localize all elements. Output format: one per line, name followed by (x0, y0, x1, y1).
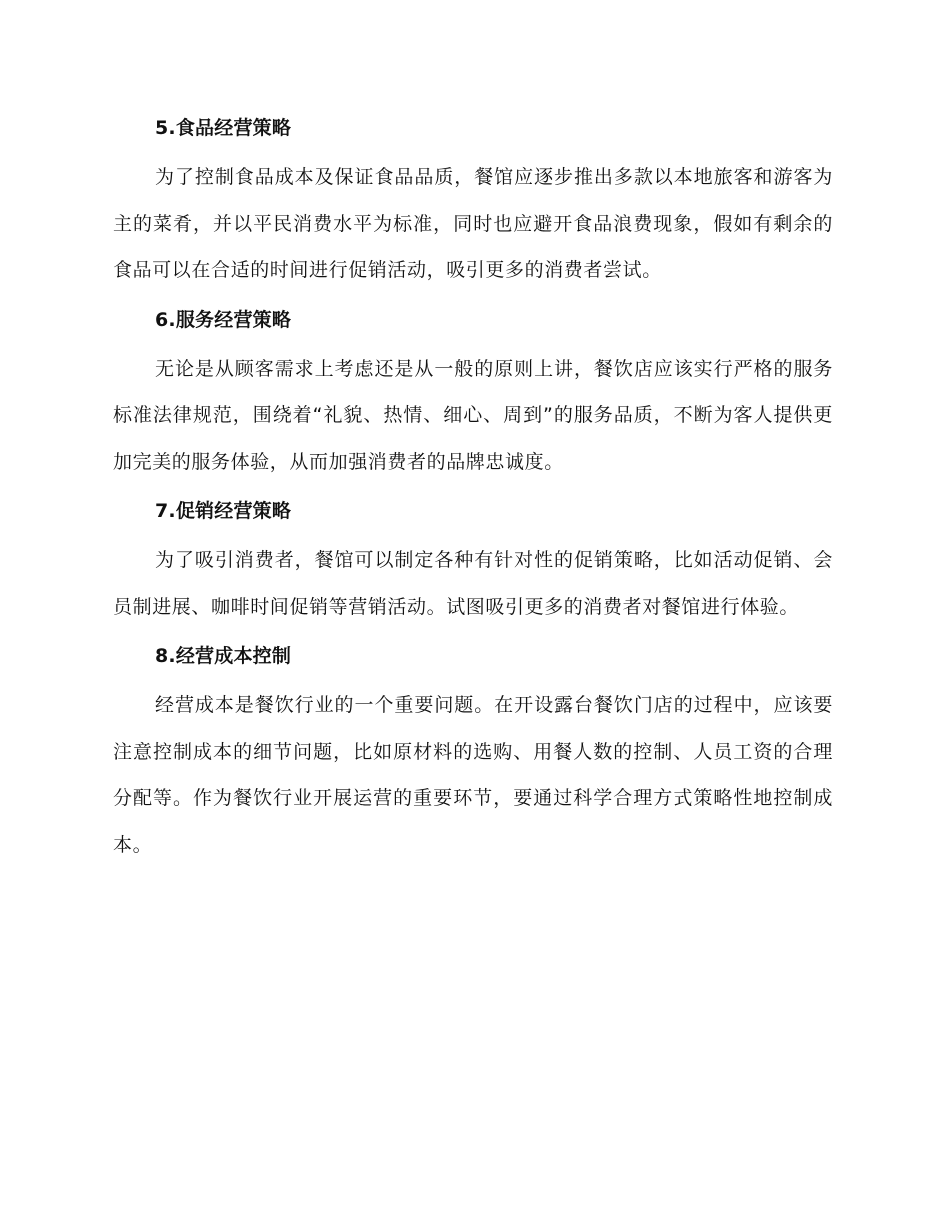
section-paragraph: 无论是从顾客需求上考虑还是从一般的原则上讲，餐饮店应该实行严格的服务标准法律规范，围绕着“礼貌、热情、细心、周到”的服务品质，不断为客人提供更加完美的服务体验，从而加强消费者的品牌忠诚度。 (113, 357, 833, 473)
section-paragraph: 为了控制食品成本及保证食品品质，餐馆应逐步推出多款以本地旅客和游客为主的菜肴，并以平民消费水平为标准，同时也应避开食品浪费现象，假如有剩余的食品可以在合适的时间进行促销活动，吸引更多的消费者尝试。 (113, 166, 833, 281)
section-paragraph: 为了吸引消费者，餐馆可以制定各种有针对性的促销策略，比如活动促销、会员制进展、咖啡时间促销等营销活动。试图吸引更多的消费者对餐馆进行体验。 (113, 549, 833, 618)
section-heading: 5.食品经营策略 (155, 117, 292, 139)
section-promotion-strategy (113, 491, 833, 630)
section-cost-control (113, 636, 833, 868)
section-heading: 8.经营成本控制 (155, 645, 292, 667)
document-page (113, 108, 833, 868)
section-food-strategy (113, 108, 833, 294)
section-service-strategy (113, 300, 833, 486)
section-heading: 7.促销经营策略 (155, 500, 292, 522)
section-heading: 6.服务经营策略 (155, 308, 292, 331)
section-paragraph: 经营成本是餐饮行业的一个重要问题。在开设露台餐饮门店的过程中，应该要注意控制成本的细节问题，比如原材料的选购、用餐人数的控制、人员工资的合理分配等。作为餐饮行业开展运营的重要环节，要通过科学合理方式策略性地控制成本。 (113, 694, 833, 856)
